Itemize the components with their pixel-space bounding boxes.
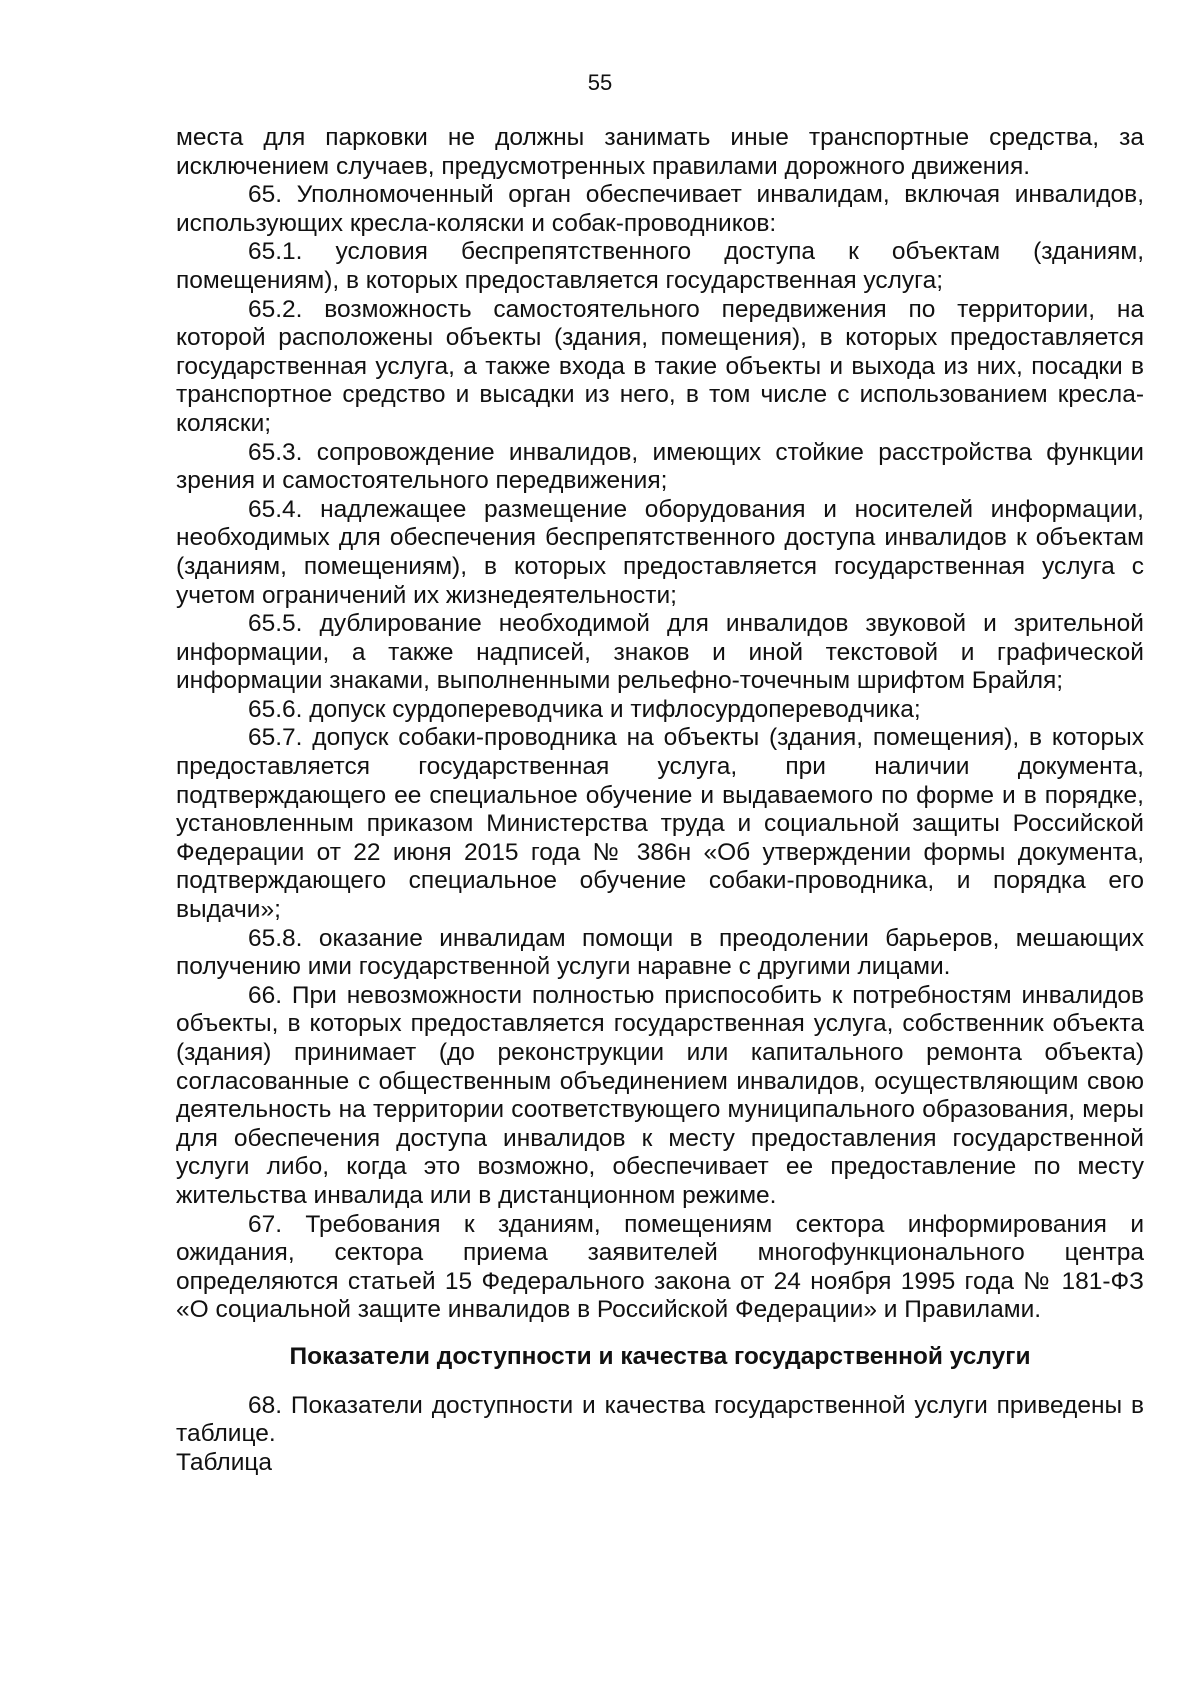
paragraph-65-5: 65.5. дублирование необходимой для инвалидов звуковой и зрительной информации, а также надписей, знаков и иной текстовой и графической информации знаками, выполненными рельефно-точечным шрифтом Брайля; [176, 610, 1144, 695]
paragraph-65-7: 65.7. допуск собаки-проводника на объекты (здания, помещения), в которых предоставляется государственная услуга, при наличии документа, подтверждающего ее специальное обучение и выдаваемого по форме и в порядке, установленным приказом Министерства труда и социальной защиты Российской Федерации от 22 июня 2015 года № 386н «Об утверждении формы документа, подтверждающего специальное обучение собаки-проводника, и порядка его выдачи»; [176, 724, 1144, 924]
paragraph-65-8: 65.8. оказание инвалидам помощи в преодолении барьеров, мешающих получению ими государственной услуги наравне с другими лицами. [176, 924, 1144, 981]
page-number: 55 [587, 70, 613, 95]
paragraph-65-2: 65.2. возможность самостоятельного передвижения по территории, на которой расположены объекты (здания, помещения), в которых предоставляется государственная услуга, а также входа в такие объекты и выхода из них, посадки в транспортное средство и высадки из него, в том числе с использованием кресла-коляски; [176, 295, 1144, 437]
paragraph-65-1: 65.1. условия беспрепятственного доступа к объектам (зданиям, помещениям), в которых предоставляется государственная услуга; [176, 238, 1144, 294]
paragraph-65-6: 65.6. допуск сурдопереводчика и тифлосурдопереводчика; [248, 695, 921, 723]
document-body [176, 124, 1144, 1477]
paragraph-parking-continuation: места для парковки не должны занимать иные транспортные средства, за исключением случаев, предусмотренных правилами дорожного движения. [176, 124, 1144, 180]
paragraph-67: 67. Требования к зданиям, помещениям сектора информирования и ожидания, сектора приема заявителей многофункционального центра определяются статьей 15 Федерального закона от 24 ноября 1995 года № 181-ФЗ «О социальной защите инвалидов в Российской Федерации» и Правилами. [176, 1210, 1144, 1324]
paragraph-65-3: 65.3. сопровождение инвалидов, имеющих стойкие расстройства функции зрения и самостоятельного передвижения; [176, 438, 1144, 495]
section-heading: Показатели доступности и качества государственной услуги [289, 1342, 1031, 1370]
table-caption: Таблица [176, 1448, 273, 1476]
paragraph-68: 68. Показатели доступности и качества государственной услуги приведены в таблице. [176, 1391, 1144, 1448]
paragraph-66: 66. При невозможности полностью приспособить к потребностям инвалидов объекты, в которых предоставляется государственная услуга, собственник объекта (здания) принимает (до реконструкции или капитального ремонта объекта) согласованные с общественным объединением инвалидов, осуществляющим свою деятельность на территории соответствующего муниципального образования, меры для обеспечения доступа инвалидов к месту предоставления государственной услуги либо, когда это возможно, обеспечивает ее предоставление по месту жительства инвалида или в дистанционном режиме. [176, 981, 1144, 1209]
paragraph-65-4: 65.4. надлежащее размещение оборудования и носителей информации, необходимых для обеспечения беспрепятственного доступа инвалидов к объектам (зданиям, помещениям), в которых предоставляется государственная услуга с учетом ограничений их жизнедеятельности; [176, 495, 1144, 609]
paragraph-65: 65. Уполномоченный орган обеспечивает инвалидам, включая инвалидов, использующих кресла-коляски и собак-проводников: [176, 181, 1144, 237]
